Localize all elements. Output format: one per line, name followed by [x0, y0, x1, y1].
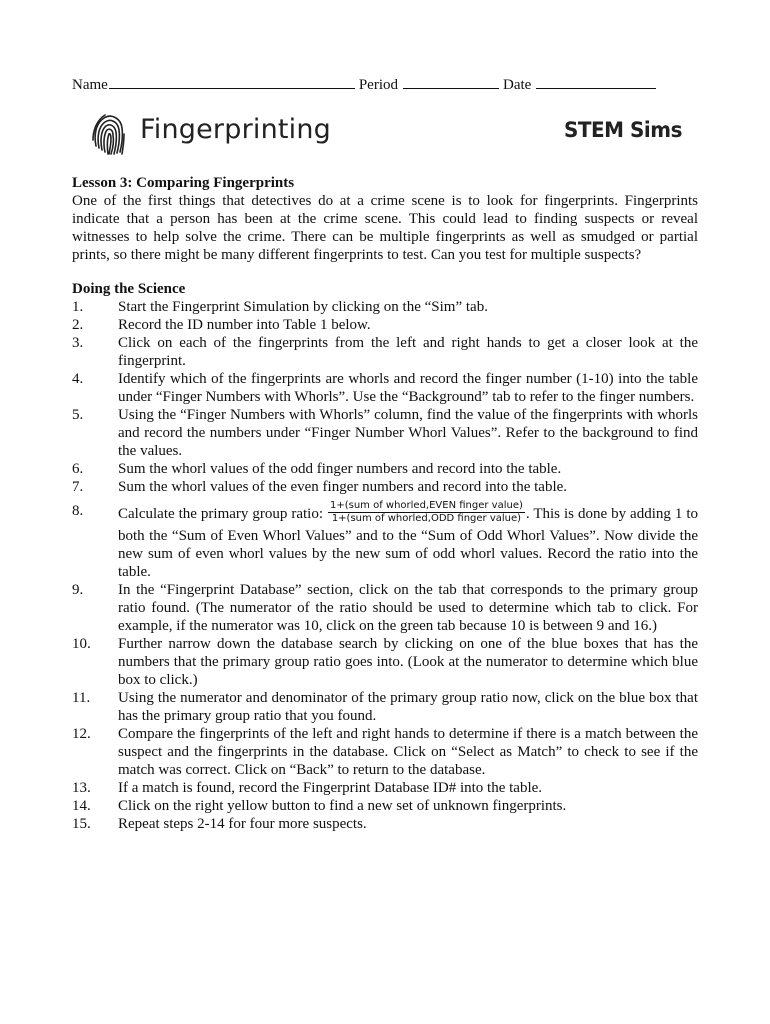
list-item — [72, 581, 698, 635]
step-number: 2. — [72, 317, 84, 333]
list-item — [72, 316, 698, 334]
title-banner — [90, 110, 690, 160]
step-number: 9. — [72, 582, 84, 598]
name-label: Name — [72, 77, 108, 93]
step-number: 10. — [72, 636, 91, 652]
step-text: If a match is found, record the Fingerprint Database ID# into the table. — [118, 780, 543, 796]
list-item — [72, 689, 698, 725]
list-item — [72, 334, 698, 370]
primary-group-ratio-fraction — [328, 500, 525, 525]
list-item — [72, 635, 698, 689]
section-heading: Doing the Science — [72, 281, 186, 297]
step-text: In the “Fingerprint Database” section, click on the tab that corresponds to the primary group ratio found. (The numerator of the ratio should be used to determine which tab to click. For example, if the numerator was 10, click on the green tab because 10 is between 9 and 16.) — [118, 582, 698, 634]
lesson-intro: One of the first things that detectives do at a crime scene is to look for fingerprints. Fingerprints indicate that a person has been at the crime scene. This could lead to finding suspects or reveal witnesses to help solve the crime. There can be multiple fingerprints as well as smudged or partial prints, so there might be many different fingerprints to test. Can you test for multiple suspects? — [72, 193, 698, 263]
fraction-denominator: 1+(sum of whorled,ODD finger value) — [331, 513, 522, 524]
list-item — [72, 460, 698, 478]
list-item — [72, 797, 698, 815]
fingerprint-icon — [90, 112, 126, 156]
step-text: Further narrow down the database search by clicking on one of the blue boxes that has the numbers that the primary group ratio goes into. (Look at the numerator to determine which blue box to click.) — [118, 636, 698, 688]
list-item — [72, 779, 698, 797]
list-item — [72, 370, 698, 406]
step-number: 13. — [72, 780, 91, 796]
app-title: Fingerprinting — [140, 114, 332, 145]
list-item — [72, 502, 698, 581]
student-info-line — [72, 74, 660, 94]
fraction-numerator: 1+(sum of whorled,EVEN finger value) — [329, 500, 523, 511]
lesson-content — [72, 174, 698, 833]
list-item — [72, 298, 698, 316]
lesson-heading: Lesson 3: Comparing Fingerprints — [72, 175, 295, 191]
step-number: 5. — [72, 407, 84, 423]
list-item — [72, 725, 698, 779]
list-item — [72, 815, 698, 833]
step-text: Start the Fingerprint Simulation by clicking on the “Sim” tab. — [118, 299, 488, 315]
steps-list — [72, 298, 698, 833]
step-text: Compare the fingerprints of the left and right hands to determine if there is a match between the suspect and the fingerprints in the database. Click on “Select as Match” to check to see if the match was correct. Click on “Back” to return to the database. — [118, 726, 698, 778]
step-text-before: Calculate the primary group ratio: — [118, 505, 323, 522]
date-blank[interactable] — [536, 74, 656, 89]
date-label: Date — [503, 77, 532, 93]
brand-logo: STEM Sims — [564, 118, 683, 142]
list-item — [72, 478, 698, 496]
step-text: Using the numerator and denominator of the primary group ratio now, click on the blue box that has the primary group ratio that you found. — [118, 690, 698, 724]
step-text: Using the “Finger Numbers with Whorls” column, find the value of the fingerprints with whorls and record the numbers under “Finger Number Whorl Values”. Refer to the background to find the values. — [118, 407, 698, 459]
step-number: 7. — [72, 479, 84, 495]
step-text-after: . This is done by adding 1 to both the “Sum of Even Whorl Values” and to the “Sum of Odd Whorl Values”. Now divide the new sum of even whorl values by the new sum of odd whorl values. Record the ratio into the table. — [118, 505, 698, 580]
list-item — [72, 406, 698, 460]
period-blank[interactable] — [403, 74, 499, 89]
step-text: Identify which of the fingerprints are whorls and record the finger number (1-10) into the table under “Finger Numbers with Whorls”. Use the “Background” tab to refer to the finger numbers. — [118, 371, 698, 405]
step-number: 11. — [72, 690, 91, 706]
step-text — [118, 502, 698, 581]
step-number: 8. — [72, 503, 84, 519]
step-text: Sum the whorl values of the odd finger numbers and record into the table. — [118, 461, 562, 477]
name-blank[interactable] — [109, 74, 355, 89]
step-text: Record the ID number into Table 1 below. — [118, 317, 371, 333]
step-number: 14. — [72, 798, 91, 814]
step-number: 6. — [72, 461, 84, 477]
step-number: 12. — [72, 726, 91, 742]
step-text: Click on each of the fingerprints from the left and right hands to get a closer look at the fingerprint. — [118, 335, 698, 369]
step-text: Repeat steps 2-14 for four more suspects. — [118, 816, 367, 832]
step-text: Click on the right yellow button to find a new set of unknown fingerprints. — [118, 798, 567, 814]
step-number: 1. — [72, 299, 84, 315]
step-text: Sum the whorl values of the even finger numbers and record into the table. — [118, 479, 568, 495]
period-label: Period — [358, 77, 398, 93]
step-number: 4. — [72, 371, 84, 387]
step-number: 3. — [72, 335, 84, 351]
step-number: 15. — [72, 816, 91, 832]
